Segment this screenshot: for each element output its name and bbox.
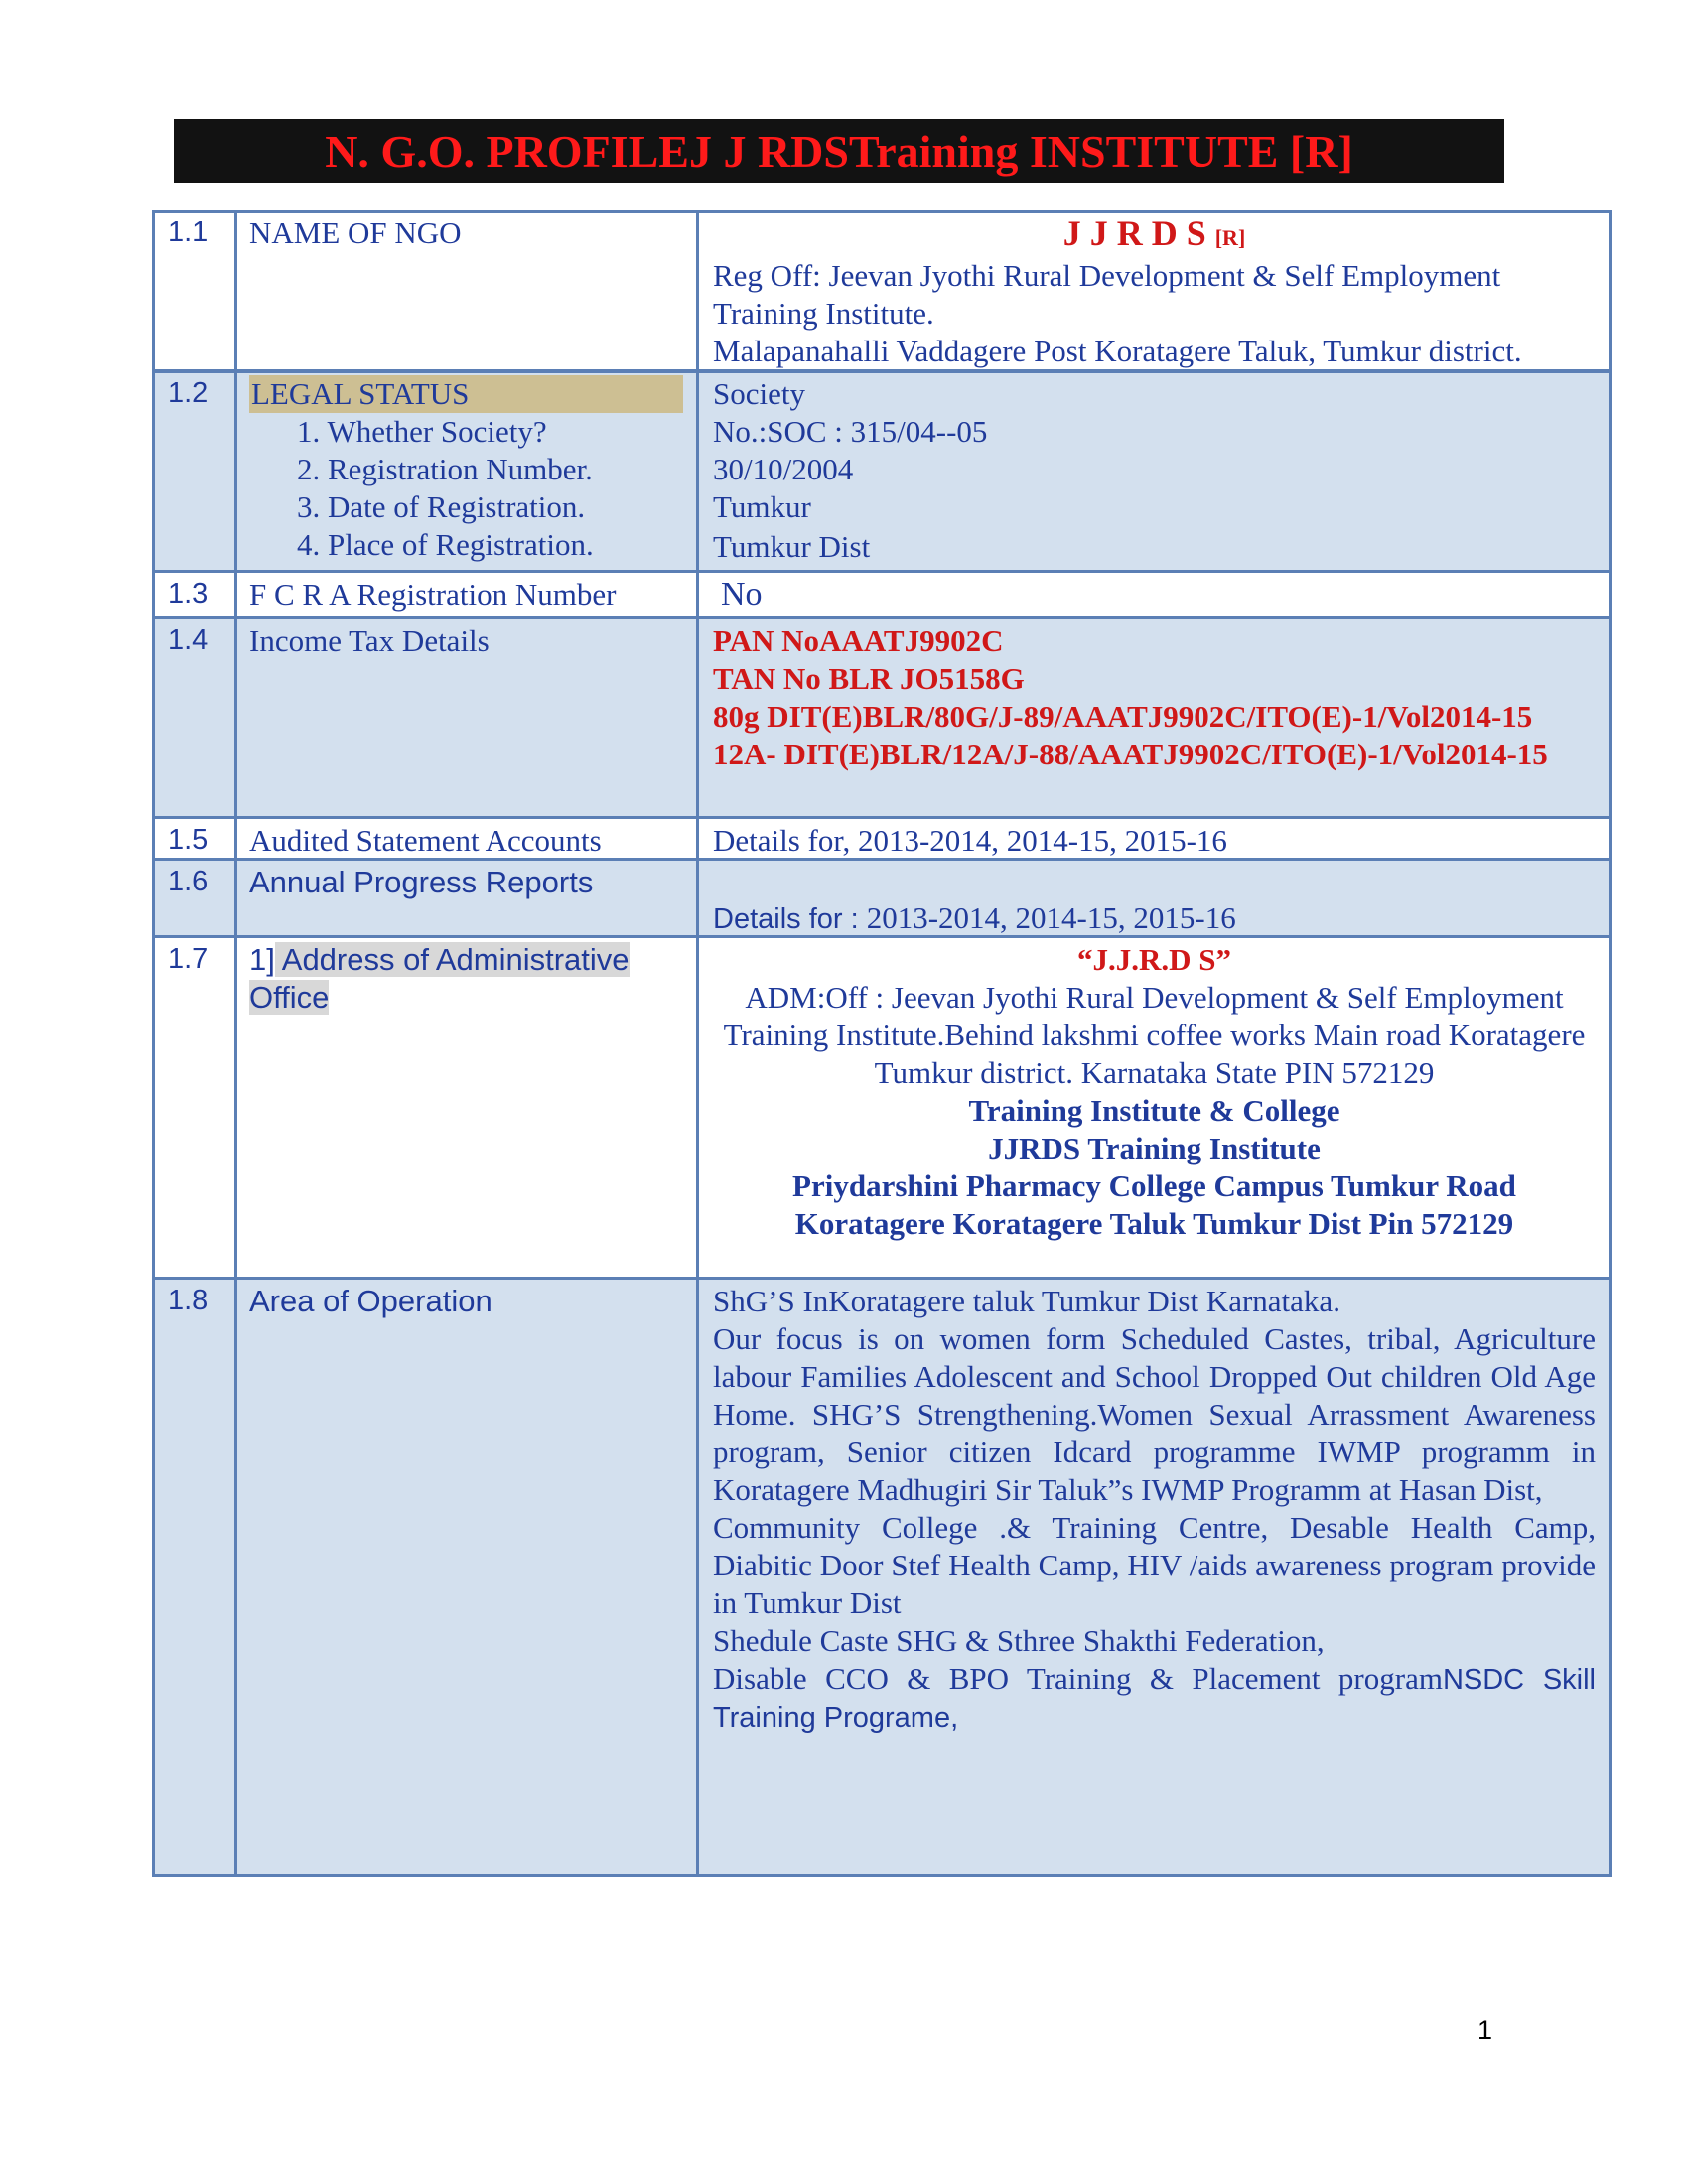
operation-paragraph: ShG’S InKoratagere taluk Tumkur Dist Karnataka. <box>713 1284 1340 1318</box>
row-value <box>697 618 1612 816</box>
row-legal-status <box>152 371 1612 570</box>
divider <box>152 210 155 1877</box>
admin-office-address: ADM:Off : Jeevan Jyothi Rural Development & Self Employment Training Institute.Behind lakshmi coffee works Main road Koratagere Tumkur district. Karnataka State PIN 572129 <box>723 980 1586 1090</box>
document-title: N. G.O. PROFILEJ J RDSTraining INSTITUTE [R] <box>325 125 1353 177</box>
legal-value: Tumkur <box>713 489 811 524</box>
operation-paragraph: Disable CCO & BPO Training & Placement programNSDC Skill Training Programe, <box>713 1661 1596 1734</box>
row-number: 1.1 <box>168 216 209 248</box>
college-line: Priydarshini Pharmacy College Campus Tumkur Road <box>792 1168 1516 1203</box>
registered-address: Malapanahalli Vaddagere Post Koratagere Taluk, Tumkur district. <box>713 334 1522 368</box>
row-label: Area of Operation <box>249 1284 492 1318</box>
college-line: Training Institute & College <box>968 1093 1340 1128</box>
divider <box>234 210 237 1877</box>
row-admin-office <box>152 937 1612 1277</box>
80g-number: 80g DIT(E)BLR/80G/J-89/AAATJ9902C/ITO(E)-1/Vol2014-15 <box>713 699 1533 734</box>
divider <box>152 210 1612 213</box>
legal-value: No.:SOC : 315/04--05 <box>713 414 988 449</box>
college-line: Koratagere Koratagere Taluk Tumkur Dist Pin 572129 <box>794 1206 1514 1241</box>
page-number: 1 <box>1477 2015 1493 2045</box>
org-name: J J R D S [R] <box>1062 213 1246 253</box>
row-number: 1.3 <box>168 578 209 610</box>
operation-paragraph: Community College .& Training Centre, Desable Health Camp, Diabitic Door Stef Health Camp, HIV /aids awareness program provide in Tumkur Dist <box>713 1510 1596 1620</box>
row-number: 1.5 <box>168 824 209 856</box>
registered-office: Reg Off: Jeevan Jyothi Rural Development & Self Employment Training Institute. <box>713 258 1501 331</box>
operation-paragraph: Shedule Caste SHG & Sthree Shakthi Federation, <box>713 1623 1325 1658</box>
row-progress-reports <box>152 860 1612 935</box>
pan-number: PAN NoAAATJ9902C <box>713 623 1004 658</box>
row-area-of-operation <box>152 1279 1612 1874</box>
row-value <box>697 371 1612 570</box>
tan-number: TAN No BLR JO5158G <box>713 661 1025 696</box>
list-item: 1. Whether Society? <box>297 414 547 449</box>
divider <box>152 1874 1612 1877</box>
row-number: 1.4 <box>168 624 209 656</box>
row-value <box>697 1279 1612 1874</box>
label-prefix: 1] <box>249 942 275 977</box>
divider <box>152 816 1612 819</box>
row-label <box>235 937 697 1277</box>
row-name-of-ngo <box>152 210 1612 369</box>
row-income-tax <box>152 618 1612 816</box>
operation-paragraph: Our focus is on women form Scheduled Castes, tribal, Agriculture labour Families Adolescent and School Dropped Out children Old Age Home. SHG’S Strengthening.Women Sexual Arrassment Awareness program, Senior citizen Idcard programme IWMP programm in Koratagere Madhugiri Sir Taluk”s IWMP Programm at Hasan Dist, <box>713 1321 1596 1507</box>
row-value: Details for, 2013-2014, 2014-15, 2015-16 <box>713 823 1227 858</box>
legal-value: 30/10/2004 <box>713 452 854 486</box>
row-value <box>697 937 1612 1277</box>
list-item: 3. Date of Registration. <box>297 489 586 524</box>
divider <box>1609 210 1612 1877</box>
divider <box>152 369 1612 373</box>
row-number: 1.8 <box>168 1285 209 1316</box>
row-label: Income Tax Details <box>249 623 490 658</box>
row-label <box>235 371 697 570</box>
row-fcra <box>152 572 1612 616</box>
title-banner <box>174 119 1504 183</box>
details-years: 2013-2014, 2014-15, 2015-16 <box>866 900 1236 935</box>
row-label: Annual Progress Reports <box>249 865 594 899</box>
row-value: No <box>721 576 763 613</box>
12a-number: 12A- DIT(E)BLR/12A/J-88/AAATJ9902C/ITO(E)-1/Vol2014-15 <box>713 737 1548 771</box>
admin-office-heading: “J.J.R.D S” <box>1076 942 1231 977</box>
legal-status-items <box>249 413 697 564</box>
row-label: Audited Statement Accounts <box>249 823 602 858</box>
row-label: NAME OF NGO <box>249 215 462 250</box>
divider <box>152 935 1612 938</box>
divider <box>152 616 1612 619</box>
row-number: 1.6 <box>168 866 209 897</box>
row-value <box>697 210 1612 369</box>
list-item: 2. Registration Number. <box>297 452 593 486</box>
legal-value: Tumkur Dist <box>713 529 871 564</box>
divider <box>152 858 1612 861</box>
divider <box>152 570 1612 573</box>
row-number: 1.7 <box>168 943 209 975</box>
row-label: F C R A Registration Number <box>249 577 617 612</box>
divider <box>152 1277 1612 1280</box>
divider <box>696 210 699 1877</box>
list-item: 4. Place of Registration. <box>297 527 594 562</box>
row-value <box>697 860 1612 935</box>
details-prefix: Details for : <box>713 903 867 935</box>
college-line: JJRDS Training Institute <box>988 1131 1321 1165</box>
label-text: Address of Administrative Office <box>249 942 630 1015</box>
row-audited-accounts <box>152 818 1612 858</box>
legal-status-heading: LEGAL STATUS <box>249 375 683 413</box>
legal-value: Society <box>713 376 805 411</box>
row-number: 1.2 <box>168 377 209 409</box>
